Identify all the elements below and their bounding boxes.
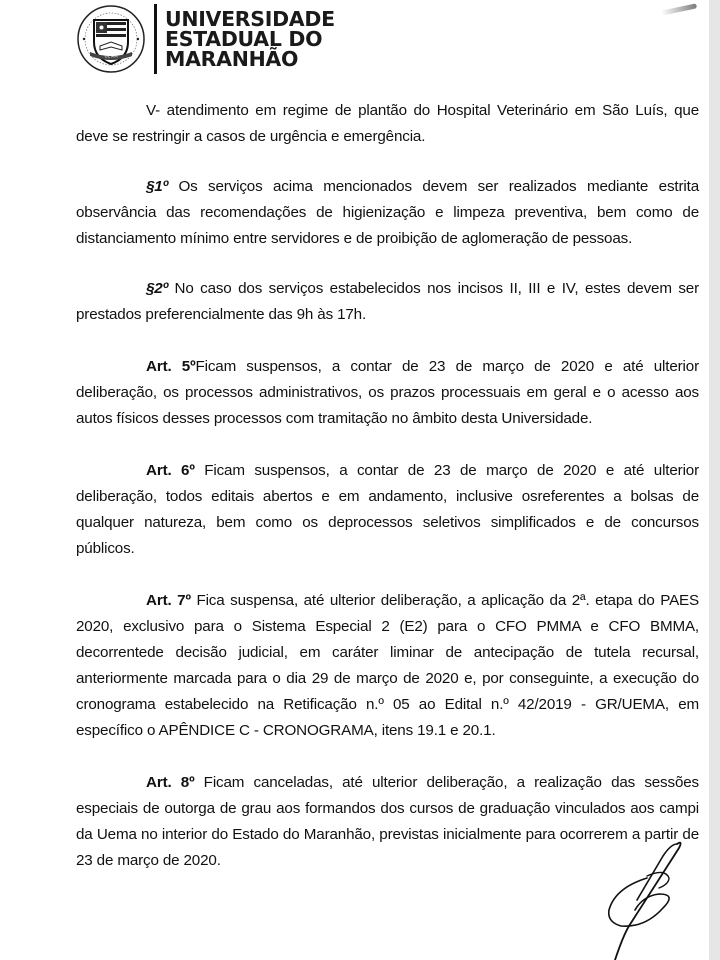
paragraph-art-7	[76, 588, 699, 744]
scan-artifact	[661, 3, 697, 15]
paragraph-lead: §2º	[146, 280, 168, 297]
paragraph-text: Fica suspensa, até ulterior deliberação, a aplicação da 2ª. etapa do PAES 2020, exclusivo para o Sistema Especial 2 (E2) para o CFO PMMA e CFO BMMA, decorrentede decisão judicial, em caráter liminar de antecipação de tutela recursal, anteriormente marcada para o dia 29 de março de 2020 e, por conseguinte, a execução do cronograma estabelecido na Retificação n.º 05 ao Edital n.º 42/2019 - GR/UEMA, em específico o APÊNDICE C - CRONOGRAMA, itens 19.1 e 20.1.	[76, 592, 700, 739]
letterhead	[76, 2, 335, 76]
document-body	[76, 98, 699, 874]
university-name-line: MARANHÃO	[165, 47, 299, 71]
paragraph-lead: §1º	[146, 178, 168, 195]
handwritten-signature	[585, 838, 705, 960]
paragraph-text: V- atendimento em regime de plantão do Hospital Veterinário em São Luís, que deve se restringir a casos de urgência e emergência.	[76, 102, 699, 145]
paragraph-text: Ficam suspensos, a contar de 23 de março de 2020 e até ulterior deliberação, todos editais abertos e em andamento, inclusive osreferentes a bolsas de qualquer natureza, bem como os deprocessos seletivos simplificados e de concursos públicos.	[76, 462, 699, 557]
paragraph-lead: Art. 5º	[146, 358, 196, 375]
letterhead-divider	[154, 4, 157, 74]
paragraph-text: Ficam canceladas, até ulterior deliberação, a realização das sessões especiais de outorga de grau aos formandos dos cursos de graduação vinculados aos campi da Uema no interior do Estado do Maranhão, previstas inicialmente para ocorrerem a partir de 23 de março de 2020.	[76, 774, 699, 869]
paragraph-text: No caso dos serviços estabelecidos nos incisos II, III e IV, estes devem ser prestados preferencialmente das 9h às 17h.	[76, 280, 699, 323]
paragraph-par-2	[76, 276, 699, 328]
university-name-line: ESTADUAL DO	[165, 27, 323, 51]
university-seal-icon	[76, 2, 146, 76]
paragraph-lead: Art. 7º	[146, 592, 191, 609]
paragraph-art-5	[76, 354, 699, 432]
paragraph-lead: Art. 8º	[146, 774, 195, 791]
paragraph-text: Ficam suspensos, a contar de 23 de março de 2020 e até ulterior deliberação, os processos administrativos, os prazos processuais em geral e o acesso aos autos físicos desses processos com tramitação no âmbito desta Universidade.	[76, 358, 699, 427]
paragraph-inciso-v	[76, 98, 699, 150]
paragraph-art-6	[76, 458, 699, 562]
paragraph-lead: Art. 6º	[146, 462, 195, 479]
seal-band-text: UEMA	[104, 54, 118, 60]
university-name	[165, 9, 335, 69]
university-name-line: UNIVERSIDADE	[165, 7, 335, 31]
paragraph-par-1	[76, 174, 699, 252]
paragraph-text: Os serviços acima mencionados devem ser realizados mediante estrita observância das recomendações de higienização e limpeza preventiva, bem como de distanciamento mínimo entre servidores e de proibição de aglomeração de pessoas.	[76, 178, 699, 247]
